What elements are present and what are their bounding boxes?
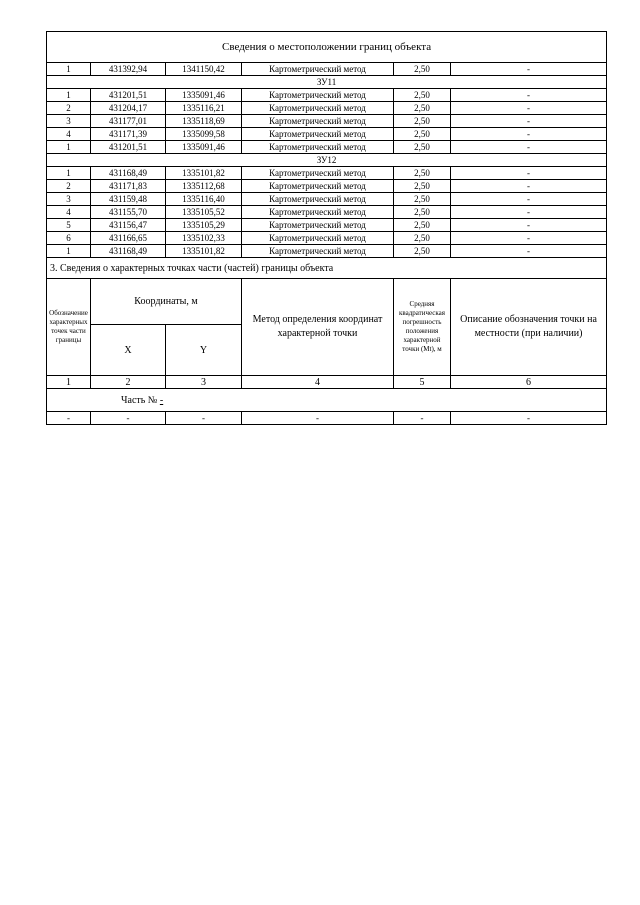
cell-description: - — [451, 180, 607, 193]
column-numbers-row — [47, 376, 607, 389]
cell-empty: - — [394, 412, 451, 425]
cell-method: Картометрический метод — [242, 232, 394, 245]
cell-description: - — [451, 206, 607, 219]
cell-description: - — [451, 89, 607, 102]
cell-description: - — [451, 102, 607, 115]
table-row — [47, 193, 607, 206]
cell-accuracy: 2,50 — [394, 89, 451, 102]
header-method: Метод определения координат характерной точки — [242, 279, 394, 376]
header-designation: Обозначение характерных точек части границы — [47, 279, 91, 376]
cell-description: - — [451, 167, 607, 180]
cell-description: - — [451, 232, 607, 245]
cell-accuracy: 2,50 — [394, 128, 451, 141]
cell-method: Картометрический метод — [242, 167, 394, 180]
part-row — [47, 389, 607, 412]
group-header-row — [47, 154, 607, 167]
section2-title: Сведения о местоположении границ объекта — [47, 32, 607, 63]
cell-method: Картометрический метод — [242, 141, 394, 154]
cell-coord-y: 1335112,68 — [166, 180, 242, 193]
table-row — [47, 219, 607, 232]
cell-method: Картометрический метод — [242, 63, 394, 76]
cell-coord-x: 431392,94 — [91, 63, 166, 76]
cell-accuracy: 2,50 — [394, 102, 451, 115]
cell-description: - — [451, 245, 607, 258]
part-label-cell — [47, 389, 607, 412]
cell-coord-y: 1335105,52 — [166, 206, 242, 219]
table-row — [47, 206, 607, 219]
cell-point-number: 1 — [47, 63, 91, 76]
column-number: 4 — [242, 376, 394, 389]
header-coords: Координаты, м — [91, 279, 242, 325]
cell-empty: - — [91, 412, 166, 425]
cell-description: - — [451, 219, 607, 232]
cell-method: Картометрический метод — [242, 219, 394, 232]
group-header-row — [47, 76, 607, 89]
cell-description: - — [451, 193, 607, 206]
header-x: X — [91, 325, 166, 376]
cell-description: - — [451, 141, 607, 154]
table-row — [47, 128, 607, 141]
section3-title-row — [47, 258, 607, 279]
cell-point-number: 1 — [47, 167, 91, 180]
cell-coord-x: 431156,47 — [91, 219, 166, 232]
cell-coord-x: 431168,49 — [91, 167, 166, 180]
cell-accuracy: 2,50 — [394, 115, 451, 128]
cell-coord-x: 431201,51 — [91, 141, 166, 154]
column-number: 2 — [91, 376, 166, 389]
cell-coord-x: 431177,01 — [91, 115, 166, 128]
cell-coord-x: 431201,51 — [91, 89, 166, 102]
cell-coord-x: 431168,49 — [91, 245, 166, 258]
cell-point-number: 4 — [47, 128, 91, 141]
cell-description: - — [451, 128, 607, 141]
cell-method: Картометрический метод — [242, 89, 394, 102]
cell-point-number: 5 — [47, 219, 91, 232]
cell-accuracy: 2,50 — [394, 63, 451, 76]
cell-point-number: 2 — [47, 180, 91, 193]
column-number: 6 — [451, 376, 607, 389]
cell-point-number: 6 — [47, 232, 91, 245]
table-row — [47, 89, 607, 102]
cell-coord-y: 1335105,29 — [166, 219, 242, 232]
cell-point-number: 1 — [47, 245, 91, 258]
cell-description: - — [451, 63, 607, 76]
cell-coord-y: 1335091,46 — [166, 141, 242, 154]
cell-point-number: 4 — [47, 206, 91, 219]
cell-point-number: 2 — [47, 102, 91, 115]
cell-coord-y: 1335118,69 — [166, 115, 242, 128]
cell-point-number: 3 — [47, 193, 91, 206]
cell-empty: - — [451, 412, 607, 425]
cell-coord-x: 431204,17 — [91, 102, 166, 115]
cell-method: Картометрический метод — [242, 128, 394, 141]
table-row — [47, 232, 607, 245]
cell-coord-y: 1341150,42 — [166, 63, 242, 76]
cell-coord-y: 1335101,82 — [166, 167, 242, 180]
cell-empty: - — [242, 412, 394, 425]
table-row — [47, 180, 607, 193]
table-row — [47, 245, 607, 258]
cell-accuracy: 2,50 — [394, 245, 451, 258]
column-number: 5 — [394, 376, 451, 389]
cell-accuracy: 2,50 — [394, 232, 451, 245]
cell-coord-x: 431171,83 — [91, 180, 166, 193]
section3-header-row-1 — [47, 279, 607, 325]
document-page — [46, 31, 606, 425]
cell-point-number: 1 — [47, 89, 91, 102]
cell-coord-y: 1335101,82 — [166, 245, 242, 258]
cell-point-number: 1 — [47, 141, 91, 154]
part-value: - — [159, 394, 164, 406]
cell-coord-x: 431171,39 — [91, 128, 166, 141]
section3-title: 3. Сведения о характерных точках части (частей) границы объекта — [47, 258, 607, 279]
cell-method: Картометрический метод — [242, 193, 394, 206]
cell-description: - — [451, 115, 607, 128]
cell-coord-x: 431155,70 — [91, 206, 166, 219]
cell-coord-y: 1335116,21 — [166, 102, 242, 115]
column-number: 3 — [166, 376, 242, 389]
header-y: Y — [166, 325, 242, 376]
table-row — [47, 115, 607, 128]
column-number: 1 — [47, 376, 91, 389]
cell-coord-y: 1335102,33 — [166, 232, 242, 245]
cell-method: Картометрический метод — [242, 115, 394, 128]
cell-coord-x: 431159,48 — [91, 193, 166, 206]
cell-method: Картометрический метод — [242, 206, 394, 219]
section2-title-row — [47, 32, 607, 63]
boundary-table — [46, 31, 607, 425]
cell-method: Картометрический метод — [242, 102, 394, 115]
group-label: ЗУ11 — [47, 76, 607, 89]
header-accuracy: Средняя квадратическая погрешность положения характерной точки (Mt), м — [394, 279, 451, 376]
cell-accuracy: 2,50 — [394, 193, 451, 206]
cell-empty: - — [166, 412, 242, 425]
table-row — [47, 412, 607, 425]
cell-method: Картометрический метод — [242, 245, 394, 258]
cell-accuracy: 2,50 — [394, 167, 451, 180]
header-description: Описание обозначения точки на местности (при наличии) — [451, 279, 607, 376]
table-row — [47, 167, 607, 180]
cell-point-number: 3 — [47, 115, 91, 128]
table-row — [47, 141, 607, 154]
cell-coord-y: 1335099,58 — [166, 128, 242, 141]
cell-accuracy: 2,50 — [394, 219, 451, 232]
cell-method: Картометрический метод — [242, 180, 394, 193]
table-row — [47, 63, 607, 76]
cell-accuracy: 2,50 — [394, 141, 451, 154]
cell-coord-x: 431166,65 — [91, 232, 166, 245]
cell-coord-y: 1335091,46 — [166, 89, 242, 102]
cell-empty: - — [47, 412, 91, 425]
group-label: ЗУ12 — [47, 154, 607, 167]
cell-coord-y: 1335116,40 — [166, 193, 242, 206]
part-label: Часть № — [121, 394, 158, 406]
cell-accuracy: 2,50 — [394, 206, 451, 219]
table-row — [47, 102, 607, 115]
cell-accuracy: 2,50 — [394, 180, 451, 193]
